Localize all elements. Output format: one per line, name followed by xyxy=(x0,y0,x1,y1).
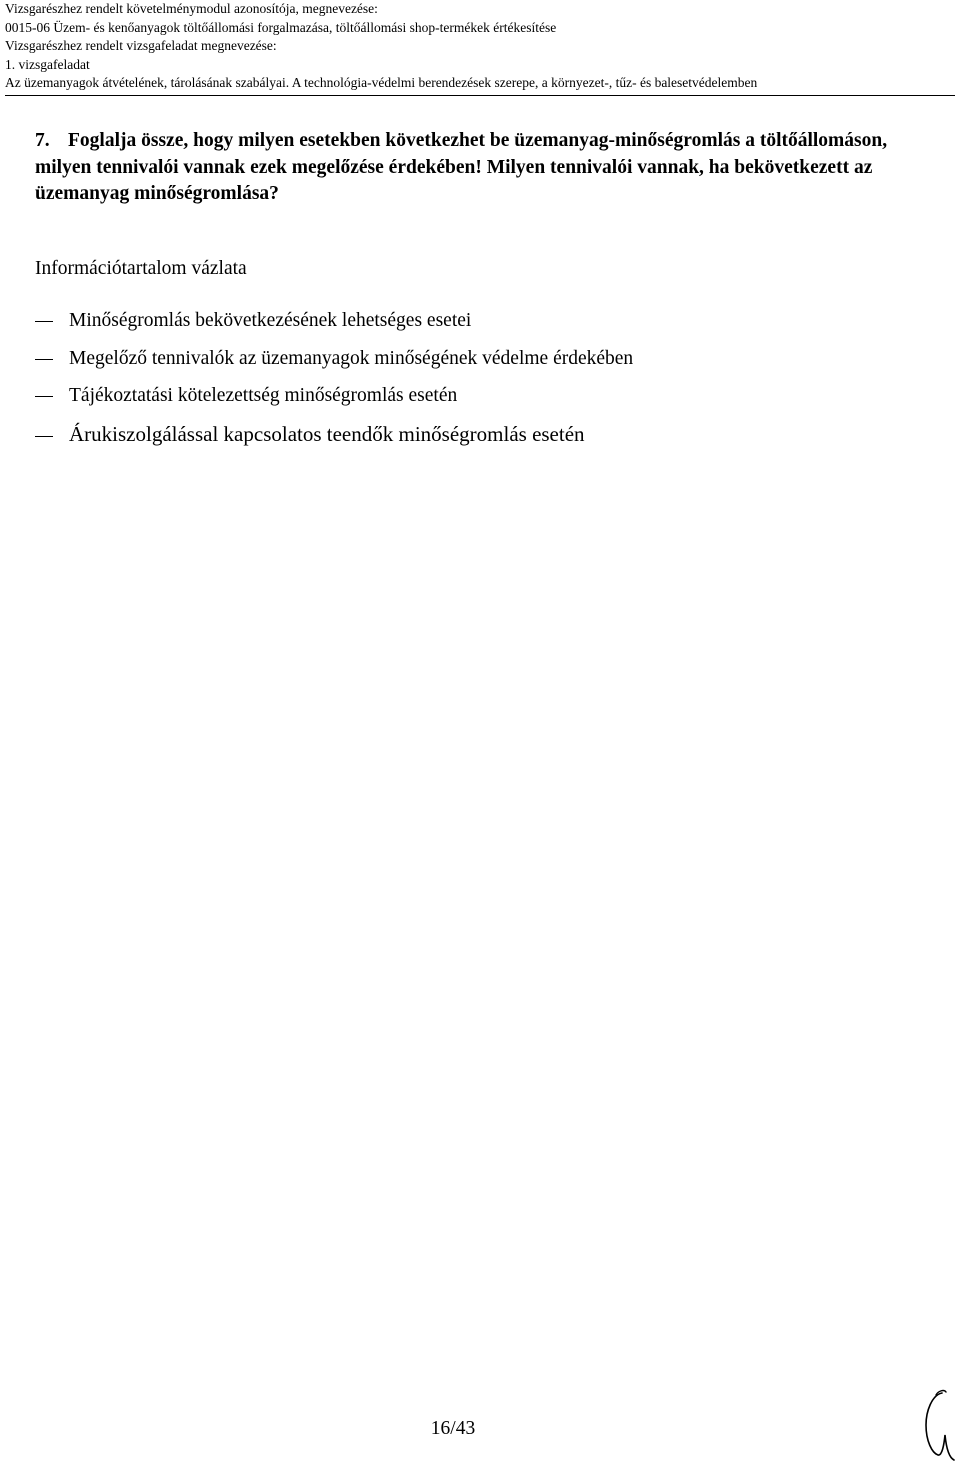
question-text: Foglalja össze, hogy milyen esetekben következhet be üzemanyag-minőségromlás a töltőállomáson, milyen tennivalói vannak ezek megelőzése érdekében! Milyen tennivalói vannak, ha bekövetkezett az üzemanyag minőségromlása? xyxy=(35,130,888,204)
question-number: 7. xyxy=(35,130,50,151)
header-module-name: 0015-06 Üzem- és kenőanyagok töltőállomási forgalmazása, töltőállomási shop-termékek értékesítése xyxy=(5,19,557,35)
header-task-label: Vizsgarészhez rendelt vizsgafeladat megnevezése: xyxy=(5,38,277,53)
header-task-name: Az üzemanyagok átvételének, tárolásának szabályai. A technológia-védelmi berendezések szerepe, a környezet-, tűz- és balesetvédelemben xyxy=(5,75,758,90)
outline-item-text: Árukiszolgálással kapcsolatos teendők minőségromlás esetén xyxy=(69,421,585,446)
exam-question xyxy=(35,128,915,208)
signature-mark-icon xyxy=(918,1383,958,1463)
dash-bullet-icon xyxy=(35,436,53,437)
outline-item-text: Tájékoztatási kötelezettség minőségromlás esetén xyxy=(69,385,458,406)
outline-title: Információtartalom vázlata xyxy=(35,258,247,279)
page-number: 16/43 xyxy=(430,1418,476,1439)
dash-bullet-icon xyxy=(35,321,53,322)
dash-bullet-icon xyxy=(35,396,53,397)
outline-item-text: Megelőző tennivalók az üzemanyagok minőségének védelme érdekében xyxy=(69,347,634,369)
document-header xyxy=(5,0,955,96)
header-module-label: Vizsgarészhez rendelt követelménymodul azonosítója, megnevezése: xyxy=(5,1,378,16)
dash-bullet-icon xyxy=(35,359,53,360)
header-task-number: 1. vizsgafeladat xyxy=(5,56,90,72)
outline-item-text: Minőségromlás bekövetkezésének lehetséges esetei xyxy=(69,310,472,331)
